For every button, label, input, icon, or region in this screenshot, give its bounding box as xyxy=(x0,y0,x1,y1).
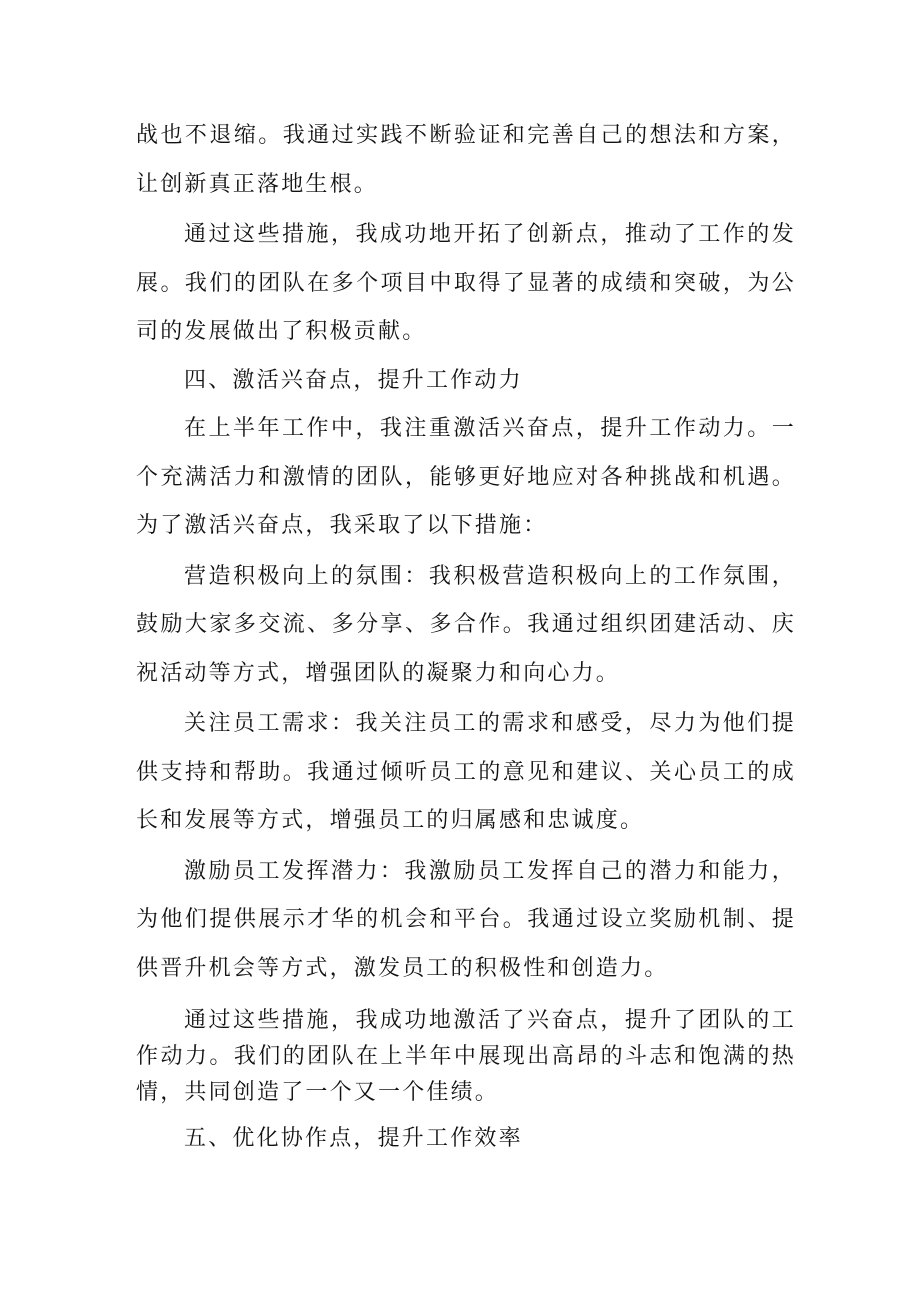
paragraph-continuation: 战也不退缩。我通过实践不断验证和完善自己的想法和方案，让创新真正落地生根。 xyxy=(136,123,796,197)
section-heading-4: 四、激活兴奋点，提升工作动力 xyxy=(184,367,523,393)
section-heading-5: 五、优化协作点，提升工作效率 xyxy=(184,1126,523,1151)
paragraph-employee-potential: 激励员工发挥潜力：我激励员工发挥自己的潜力和能力，为他们提供展示才华的机会和平台。我通过设立奖励机制、提供晋升机会等方式，激发员工的积极性和创造力。 xyxy=(136,858,796,981)
paragraph-motivation-summary: 通过这些措施，我成功地激活了兴奋点，提升了团队的工作动力。我们的团队在上半年中展现出高昂的斗志和饱满的热情，共同创造了一个又一个佳绩。 xyxy=(136,1008,796,1105)
paragraph-employee-needs: 关注员工需求：我关注员工的需求和感受，尽力为他们提供支持和帮助。我通过倾听员工的意见和建议、关心员工的成长和发展等方式，增强员工的归属感和忠诚度。 xyxy=(136,711,796,833)
paragraph-innovation-summary: 通过这些措施，我成功地开拓了创新点，推动了工作的发展。我们的团队在多个项目中取得了显著的成绩和突破，为公司的发展做出了积极贡献。 xyxy=(136,222,796,344)
paragraph-section-4-intro: 在上半年工作中，我注重激活兴奋点，提升工作动力。一个充满活力和激情的团队，能够更好地应对各种挑战和机遇。为了激活兴奋点，我采取了以下措施： xyxy=(136,416,796,538)
paragraph-atmosphere: 营造积极向上的氛围：我积极营造积极向上的工作氛围，鼓励大家多交流、多分享、多合作。我通过组织团建活动、庆祝活动等方式，增强团队的凝聚力和向心力。 xyxy=(136,563,796,686)
document-body xyxy=(136,112,796,1164)
